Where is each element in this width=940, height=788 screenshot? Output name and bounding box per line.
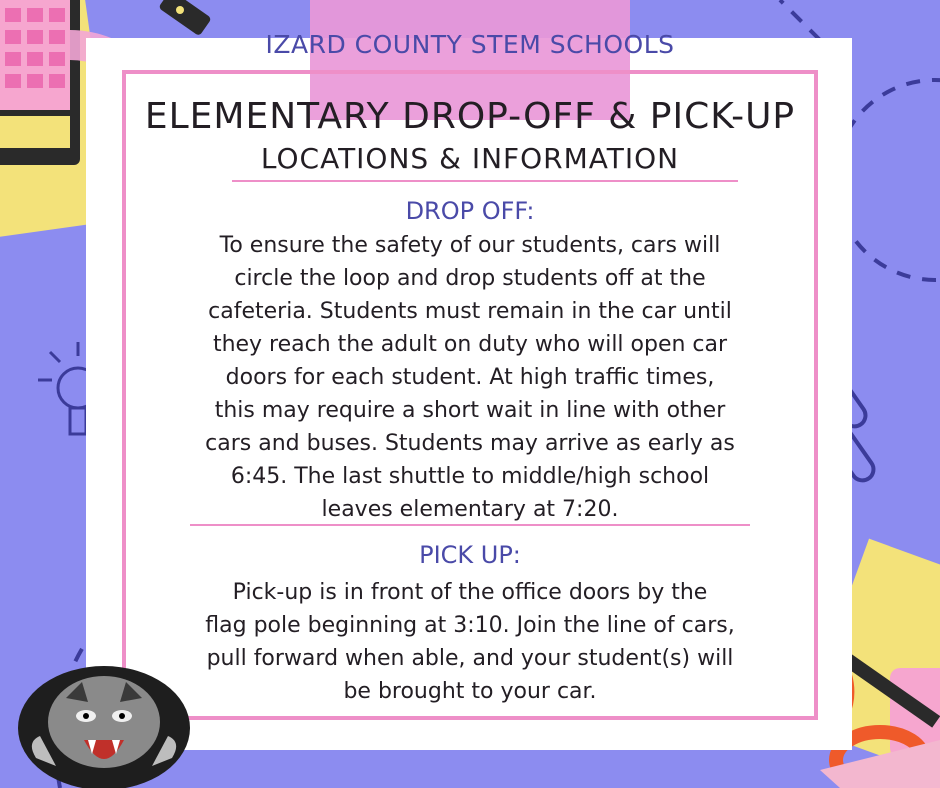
drop-off-line: doors for each student. At high traffic times, — [225, 365, 715, 390]
pick-up-line: Pick-up is in front of the office doors by the — [232, 580, 708, 605]
section-divider — [190, 524, 750, 526]
subtitle-underline — [232, 180, 738, 182]
drop-off-line: this may require a short wait in line with other — [214, 398, 726, 423]
drop-off-line: cafeteria. Students must remain in the car until — [208, 299, 732, 324]
pick-up-line: pull forward when able, and your student(s) will — [206, 646, 734, 671]
pick-up-heading: PICK UP: — [419, 541, 521, 569]
drop-off-heading: DROP OFF: — [405, 197, 535, 225]
drop-off-line: circle the loop and drop students off at the — [234, 266, 706, 291]
pick-up-line: flag pole beginning at 3:10. Join the line of cars, — [205, 613, 735, 638]
drop-off-line: leaves elementary at 7:20. — [321, 497, 619, 522]
pick-up-line: be brought to your car. — [343, 679, 597, 704]
calculator-icon — [0, 0, 80, 165]
drop-off-line: they reach the adult on duty who will open car — [212, 332, 728, 357]
drop-off-line: cars and buses. Students may arrive as early as — [205, 431, 735, 456]
school-name-header: IZARD COUNTY STEM SCHOOLS — [265, 30, 675, 59]
drop-off-line: To ensure the safety of our students, cars will — [219, 233, 721, 258]
drop-off-body — [150, 230, 790, 527]
drop-off-line: 6:45. The last shuttle to middle/high school — [230, 464, 710, 489]
page-subtitle: LOCATIONS & INFORMATION — [260, 142, 680, 175]
pick-up-body — [150, 577, 790, 709]
page-title: ELEMENTARY DROP-OFF & PICK-UP — [144, 96, 796, 137]
